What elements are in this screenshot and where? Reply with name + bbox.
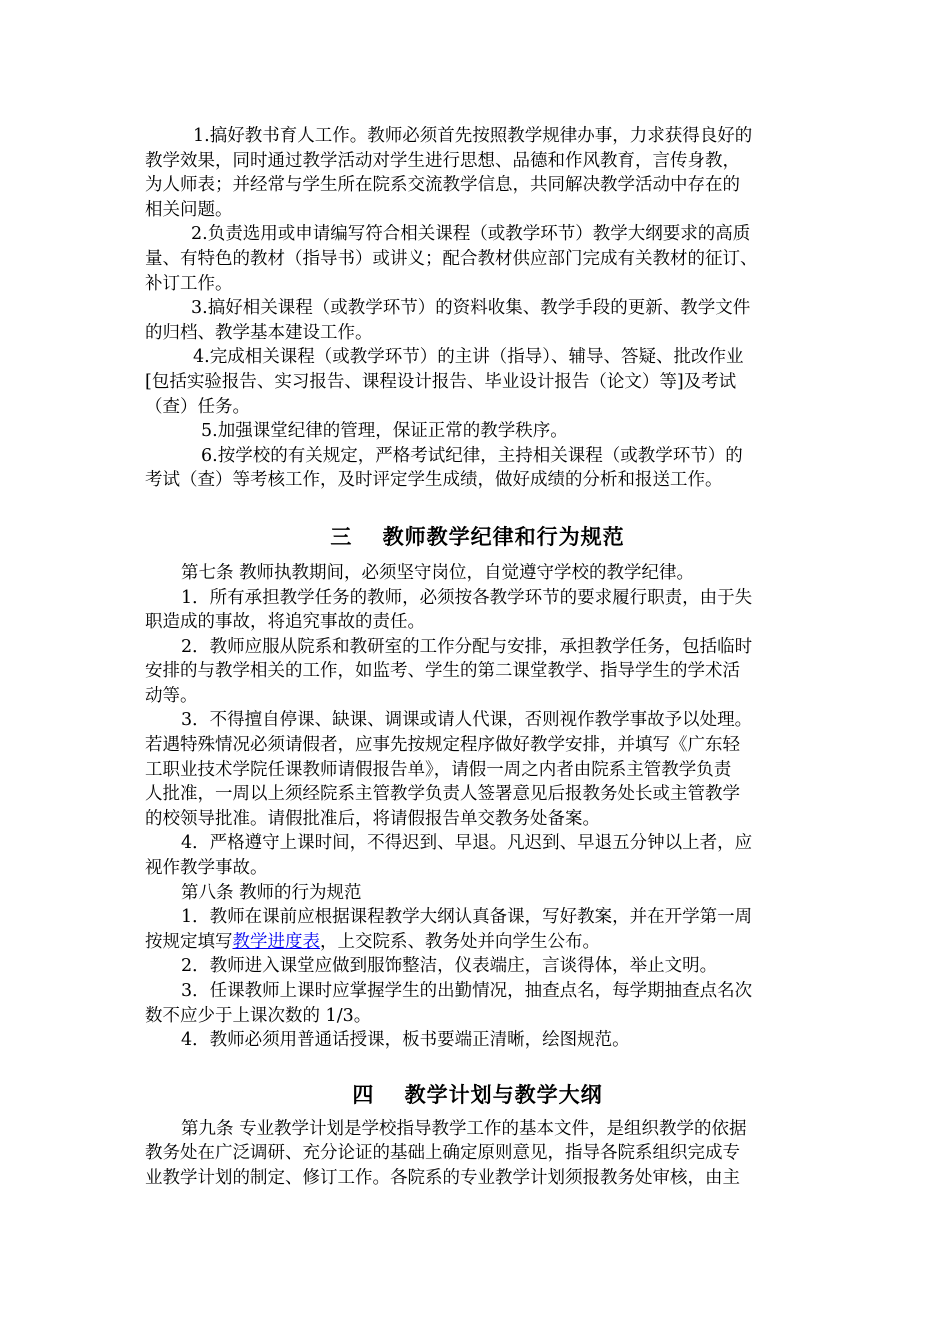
text-line: 的归档、教学基本建设工作。 <box>145 322 373 343</box>
text-line: 相关问题。 <box>145 199 233 220</box>
text-line: 动等。 <box>145 685 198 706</box>
text-line: 第九条 专业教学计划是学校指导教学工作的基本文件，是组织教学的依据 <box>181 1118 747 1139</box>
text-line: 1.搞好教书育人工作。教师必须首先按照教学规律办事，力求获得良好的 <box>193 126 753 146</box>
text-line: 工职业技术学院任课教师请假报告单》，请假一周之内者由院系主管教学负责 <box>145 759 732 780</box>
text-line: 业教学计划的制定、修订工作。各院系的专业教学计划须报教务处审核，由主 <box>145 1167 740 1188</box>
text-line: 若遇特殊情况必须请假者，应事先按规定程序做好教学安排，并填写《广东轻 <box>145 735 740 756</box>
text-line: 3．不得擅自停课、缺课、调课或请人代课，否则视作教学事故予以处理。 <box>181 710 753 731</box>
text-line: 人批准，一周以上须经院系主管教学负责人签署意见后报教务处长或主管教学 <box>145 784 740 805</box>
text-line: [包括实验报告、实习报告、课程设计报告、毕业设计报告（论文）等]及考试 <box>145 371 737 392</box>
text-line: 5.加强课堂纪律的管理，保证正常的教学秩序。 <box>201 421 568 442</box>
duty-item-3 <box>145 296 810 345</box>
text-span: ，上交院系、教务处并向学生公布。 <box>320 931 600 952</box>
article-9 <box>145 1117 810 1191</box>
article-7 <box>145 561 810 881</box>
document-page <box>145 124 810 1191</box>
article-title: 第七条 教师执教期间，必须坚守岗位，自觉遵守学校的教学纪律。 <box>181 562 695 583</box>
duty-item-1 <box>145 124 810 222</box>
text-line: 教学效果，同时通过教学活动对学生进行思想、品德和作风教育，言传身教， <box>145 150 740 171</box>
text-line: 为人师表；并经常与学生所在院系交流教学信息，共同解决教学活动中存在的 <box>145 175 740 196</box>
section-heading: 四 教学计划与教学大纲 <box>352 1081 603 1107</box>
text-line: 1．所有承担教学任务的教师，必须按各教学环节的要求履行职责，由于失 <box>181 587 753 608</box>
text-line: 2.负责选用或申请编写符合相关课程（或教学环节）教学大纲要求的高质 <box>191 224 751 245</box>
text-line: 4.完成相关课程（或教学环节）的主讲（指导）、辅导、答疑、批改作业 <box>193 347 744 368</box>
text-line: （查）任务。 <box>145 396 250 417</box>
article-title: 第八条 教师的行为规范 <box>181 882 362 903</box>
duty-item-6 <box>145 444 810 493</box>
text-line <box>145 930 810 955</box>
text-line: 4．严格遵守上课时间，不得迟到、早退。凡迟到、早退五分钟以上者，应 <box>181 833 753 854</box>
text-line: 2．教师应服从院系和教研室的工作分配与安排，承担教学任务，包括临时 <box>181 636 753 657</box>
article-8 <box>145 881 810 1053</box>
text-span: 按规定填写 <box>145 931 233 952</box>
text-line: 职造成的事故，将追究事故的责任。 <box>145 612 425 633</box>
schedule-link[interactable]: 教学进度表 <box>232 931 320 952</box>
text-line: 安排的与教学相关的工作，如监考、学生的第二课堂教学、指导学生的学术活 <box>145 661 740 682</box>
text-line: 2．教师进入课堂应做到服饰整洁，仪表端庄，言谈得体，举止文明。 <box>181 956 718 977</box>
text-line: 视作教学事故。 <box>145 858 268 879</box>
text-line: 3．任课教师上课时应掌握学生的出勤情况，抽查点名，每学期抽查点名次 <box>181 981 753 1001</box>
text-line: 3.搞好相关课程（或教学环节）的资料收集、教学手段的更新、教学文件 <box>191 298 751 319</box>
duty-item-4 <box>145 345 810 419</box>
text-line: 6.按学校的有关规定，严格考试纪律，主持相关课程（或教学环节）的 <box>201 445 743 466</box>
section-heading: 三 教师教学纪律和行为规范 <box>330 523 625 549</box>
text-line: 量、有特色的教材（指导书）或讲义；配合教材供应部门完成有关教材的征订、 <box>145 248 758 269</box>
text-line: 补订工作。 <box>145 273 233 294</box>
text-line: 数不应少于上课次数的 1/3。 <box>145 1005 372 1026</box>
text-line: 考试（查）等考核工作，及时评定学生成绩，做好成绩的分析和报送工作。 <box>145 470 723 491</box>
duty-item-5 <box>145 419 810 444</box>
duty-item-2 <box>145 222 810 296</box>
text-line: 1．教师在课前应根据课程教学大纲认真备课，写好教案，并在开学第一周 <box>181 907 753 928</box>
text-line: 4．教师必须用普通话授课，板书要端正清晰，绘图规范。 <box>181 1030 630 1051</box>
text-line: 教务处在广泛调研、充分论证的基础上确定原则意见，指导各院系组织完成专 <box>145 1143 740 1164</box>
text-line: 的校领导批准。请假批准后，将请假报告单交教务处备案。 <box>145 808 600 829</box>
